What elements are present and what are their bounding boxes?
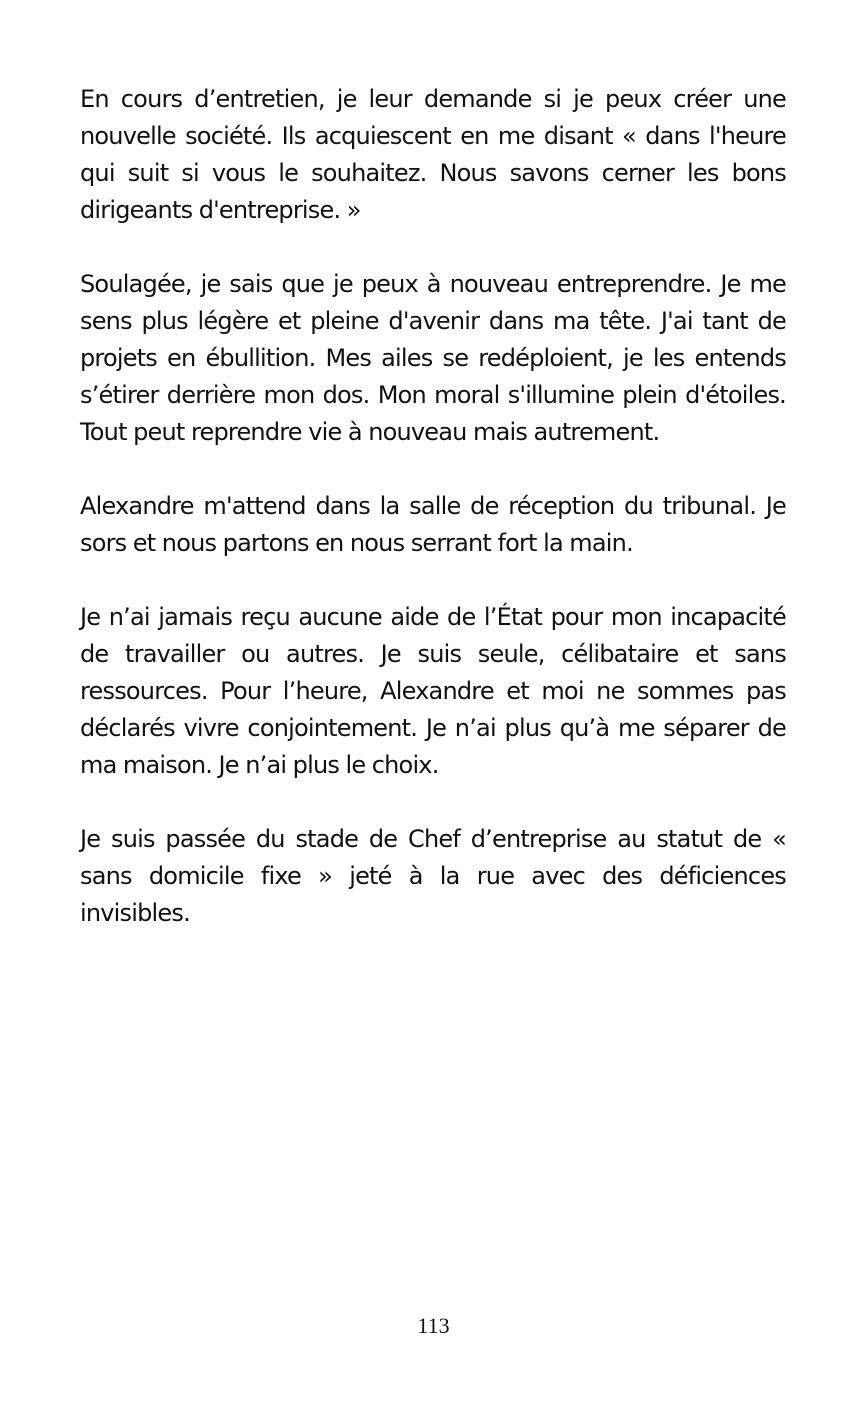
page-number: 113 <box>417 1313 450 1338</box>
paragraph-alexandre: Alexandre m'attend dans la salle de réception du tribunal. Je sors et nous partons en nous serrant fort la main. <box>80 492 786 557</box>
paragraph-relief: Soulagée, je sais que je peux à nouveau entreprendre. Je me sens plus légère et pleine d'avenir dans ma tête. J'ai tant de projets en ébullition. Mes ailes se redéploient, je les entends s’étirer derrière mon dos. Mon moral s'illumine plein d'étoiles. Tout peut reprendre vie à nouveau mais autrement. <box>80 270 786 446</box>
body-text <box>80 81 786 969</box>
paragraph-no-aid: Je n’ai jamais reçu aucune aide de l’État pour mon incapacité de travailler ou autres. Je suis seule, célibataire et sans ressources. Pour l’heure, Alexandre et moi ne sommes pas déclarés vivre conjointement. Je n’ai plus qu’à me séparer de ma maison. Je n’ai plus le choix. <box>80 603 786 779</box>
paragraph-interview: En cours d’entretien, je leur demande si je peux créer une nouvelle société. Ils acquiescent en me disant « dans l'heure qui suit si vous le souhaitez. Nous savons cerner les bons dirigeants d'entreprise. » <box>80 85 786 224</box>
paragraph-homeless: Je suis passée du stade de Chef d’entreprise au statut de « sans domicile fixe » jeté à la rue avec des déficiences invisibles. <box>80 825 786 927</box>
